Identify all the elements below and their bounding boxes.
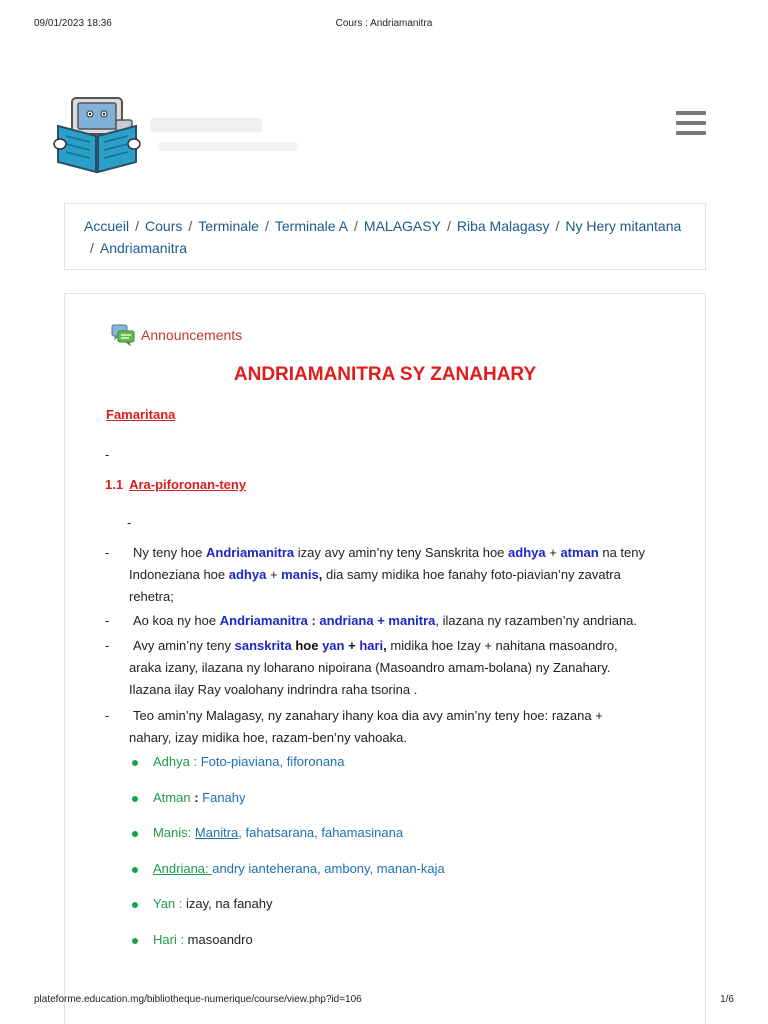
section-heading [105, 477, 246, 492]
dash-marker: - [105, 447, 110, 462]
breadcrumb-ny-hery-mitantana[interactable]: Ny Hery mitantana [565, 218, 682, 234]
list-item: Manis: Manitra, fahatsarana, fahamasinana [132, 824, 445, 860]
paragraph-etymology-2: - Ao koa ny hoe Andriamanitra : andriana + manitra, ilazana ny razamben’ny andriana. [105, 613, 638, 628]
computer-reading-book-icon [52, 92, 142, 176]
famaritana-heading: Famaritana [106, 407, 176, 422]
announcements-link[interactable] [111, 323, 242, 347]
dash-marker: - [127, 515, 132, 530]
breadcrumb-accueil[interactable]: Accueil [84, 218, 130, 234]
list-item: Yan : izay, na fanahy [132, 895, 445, 931]
paragraph-etymology-4: - Teo amin’ny Malagasy, ny zanahary ihany koa dia avy amin’ny teny hoe: razana + nahary, izay midika hoe, razam-ben’ny vahoaka. [105, 708, 603, 745]
announcements-label: Announcements [141, 327, 243, 343]
paragraph-etymology-1: - Ny teny hoe Andriamanitra izay avy amin’ny teny Sanskrita hoe adhya + atman na teny Indoneziana hoe adhya + manis, dia samy midika hoe fanahy foto-piavian’ny zavatra rehetra; [105, 545, 645, 604]
breadcrumb-andriamanitra[interactable]: Andriamanitra [99, 240, 188, 256]
breadcrumb-cours[interactable]: Cours [145, 218, 183, 234]
glossary-list [132, 753, 445, 967]
list-item: Hari : masoandro [132, 931, 445, 967]
breadcrumb-terminale[interactable]: Terminale [198, 218, 259, 234]
forum-icon [111, 323, 135, 347]
breadcrumb: Accueil / Cours / Terminale / Terminale A / MALAGASY / Riba Malagasy / Ny Hery mitantana / Andriamanitra [64, 203, 706, 270]
print-url: plateforme.education.mg/bibliotheque-numerique/course/view.php?id=106 [34, 994, 362, 1005]
breadcrumb-terminale-a[interactable]: Terminale A [274, 218, 349, 234]
site-logo-text [150, 118, 300, 158]
print-datetime: 09/01/2023 18:36 [34, 18, 112, 29]
page-title: ANDRIAMANITRA SY ZANAHARY [233, 364, 537, 385]
section-number: 1.1 [105, 477, 124, 492]
hamburger-menu-icon[interactable] [676, 110, 708, 136]
list-item: Andriana: andry ianteherana, ambony, manan-kaja [132, 860, 445, 896]
breadcrumb-riba-malagasy[interactable]: Riba Malagasy [456, 218, 550, 234]
print-page-number: 1/6 [720, 994, 734, 1005]
print-page-title: Cours : Andriamanitra [335, 18, 433, 29]
site-logo[interactable] [52, 92, 142, 176]
list-item: Adhya : Foto-piaviana, fiforonana [132, 753, 445, 789]
section-title: Ara-piforonan-teny [129, 477, 247, 492]
list-item: Atman : Fanahy [132, 789, 445, 825]
breadcrumb-malagasy[interactable]: MALAGASY [363, 218, 441, 234]
paragraph-etymology-3: - Avy amin’ny teny sanskrita hoe yan + hari, midika hoe Izay + nahitana masoandro, araka izany, ilazana ny loharano nipoirana (Masoandro amam-bolana) ny Zanahary. Ilazana ilay Ray voalohany indrindra raha tsorina . [105, 638, 618, 697]
